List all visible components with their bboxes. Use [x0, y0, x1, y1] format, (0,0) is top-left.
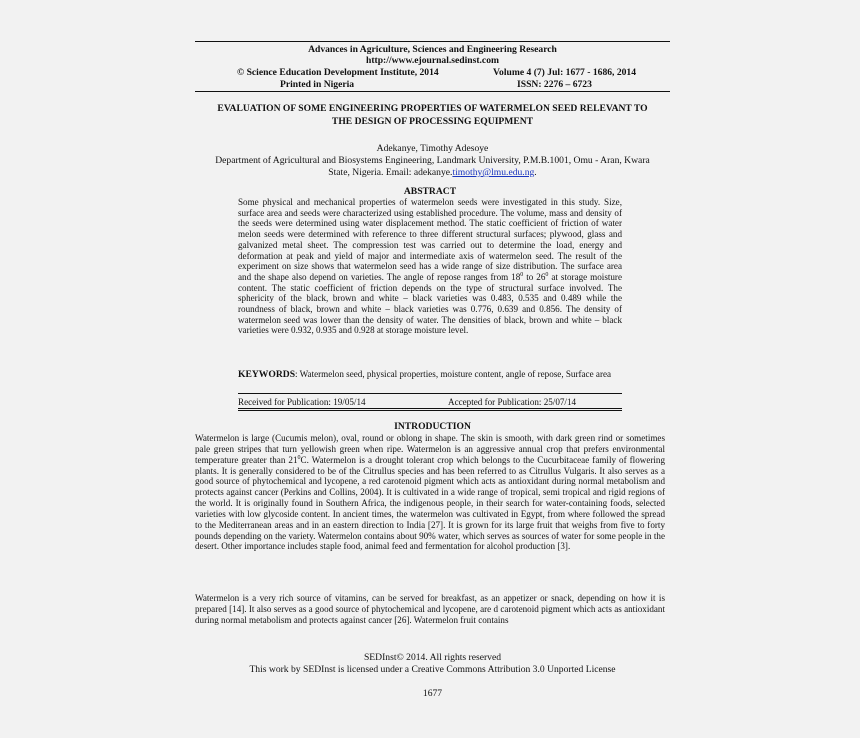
dates-bottom-rule-2 [238, 410, 622, 411]
footer-copyright: SEDInst© 2014. All rights reserved [363, 652, 502, 663]
page-number: 1677 [422, 688, 443, 699]
intro-p1-part-b: C. Watermelon is a drought tolerant crop which belongs to the Cucurbitaceae family of flowering plants. It is generally considered to be of the Citrullus species and has been referred to as Citrullus Vulgaris. It also serves as a good source of phytochemical and lycopene, a red carotenoid pigment which acts as antioxidant during normal metabolism and protects against cancer (Perkins and Collins, 2004). It is cultivated in a wide range of tropical, semi tropical and rigid regions of the world. It is originally found in Southern Africa, the indigenous people, in their search for water-containing foods, selected varieties with low glycoside content. In ancient times, the watermelon was cultivated in Egypt, from where followed the spread to the Mediterranean areas and in an eastern direction to India [27]. It is grown for its large fruit that weighs from five to forty pounds depending on the variety. Watermelon contains about 90% water, which serves as sources of water for some people in the desert. Other importance includes staple food, animal feed and fermentation for alcohol production [3]. [195, 454, 666, 552]
author-affiliation-line-1: Department of Agricultural and Biosystems Engineering, Landmark University, P.M.B.1001, Omu - Aran, Kwara [215, 155, 650, 166]
journal-copyright: © Science Education Development Institute, 2014 [237, 67, 439, 78]
degree-sup-b: 0 [545, 271, 549, 278]
journal-name: Advances in Agriculture, Sciences and Engineering Research [308, 44, 557, 55]
abstract-part-c: at storage moisture content. The static coefficient of friction depends on the type of structural surface involved. The sphericity of the black, brown and white – black varieties was 0.483, 0.535 and 0.489 while the roundness of black, brown and white – black varieties was 0.776, 0.639 and 0.856. The density of watermelon seed was lower than the density of water. The densities of black, brown and white – black varieties were 0.932, 0.935 and 0.928 at storage moisture level. [238, 271, 622, 336]
dates-top-rule [238, 393, 622, 394]
introduction-paragraph-2: Watermelon is a very rich source of vitamins, can be served for breakfast, as an appetizer or snack, depending on how it is prepared [14]. It also serves as a good source of phytochemical and lycopene, are d carotenoid pigment which acts as antioxidant during normal metabolism and protects against cancer [26]. Watermelon fruit contains [195, 593, 665, 625]
journal-printed: Printed in Nigeria [280, 79, 355, 90]
journal-issn: ISSN: 2276 – 6723 [517, 79, 592, 90]
header-bottom-rule [195, 91, 670, 92]
paper-title-line-1: EVALUATION OF SOME ENGINEERING PROPERTIES OF WATERMELON SEED RELEVANT TO [217, 103, 648, 114]
introduction-heading: INTRODUCTION [394, 421, 471, 432]
received-date: Received for Publication: 19/05/14 [238, 397, 366, 407]
affiliation-suffix: . [534, 167, 537, 178]
abstract-part-b: to 26 [523, 271, 546, 282]
footer-license: This work by SEDInst is licensed under a Creative Commons Attribution 3.0 Unported License [249, 664, 616, 675]
keywords-label: KEYWORDS [238, 369, 296, 380]
journal-volume: Volume 4 (7) Jul: 1677 - 1686, 2014 [493, 67, 637, 78]
keywords-text: : Watermelon seed, physical properties, moisture content, angle of repose, Surface area [295, 369, 612, 379]
accepted-date: Accepted for Publication: 25/07/14 [448, 397, 577, 407]
intro-p1-part-a: Watermelon is large (Cucumis melon), oval, round or oblong in shape. The skin is smooth, with dark green rind or sometimes pale green stripes that turn yellowish green when ripe. Watermelon is an aggressive annual crop that prefers environmental temperature greater than 21 [195, 433, 665, 465]
author-name: Adekanye, Timothy Adesoye [376, 143, 489, 154]
author-block [195, 143, 670, 179]
abstract-heading: ABSTRACT [403, 186, 457, 197]
abstract-text [238, 197, 622, 336]
header-top-rule [195, 41, 670, 42]
degree-sup-c: 0 [297, 454, 301, 461]
keywords [238, 369, 622, 381]
journal-url[interactable]: http://www.ejournal.sedinst.com [366, 55, 499, 66]
author-email-link[interactable]: timothy@lmu.edu.ng [452, 167, 535, 178]
paper-title-line-2: THE DESIGN OF PROCESSING EQUIPMENT [331, 115, 534, 127]
author-affiliation-line-2 [195, 167, 670, 179]
degree-sup-a: 0 [520, 271, 524, 278]
affiliation-prefix: State, Nigeria. Email: adekanye. [328, 167, 453, 178]
introduction-paragraph-1 [195, 433, 665, 552]
abstract-part-a: Some physical and mechanical properties of watermelon seeds were investigated in this study. Size, surface area and seeds were characterized using established procedure. The volume, mass and density of the seeds were determined using water displacement method. The static coefficient of friction of water melon seeds were determined with reference to three different structural surfaces; plywood, glass and galvanized metal sheet. The compression test was carried out to determine the load, energy and deformation at peak and yield of major and intermediate axis of watermelon seed. The result of the experiment on size shows that watermelon seed has a wide range of size distribution. The surface area and the shape also depend on varieties. The angle of repose ranges from 18 [238, 197, 622, 282]
paper-title [195, 103, 670, 128]
dates-bottom-rule-1 [238, 408, 622, 409]
